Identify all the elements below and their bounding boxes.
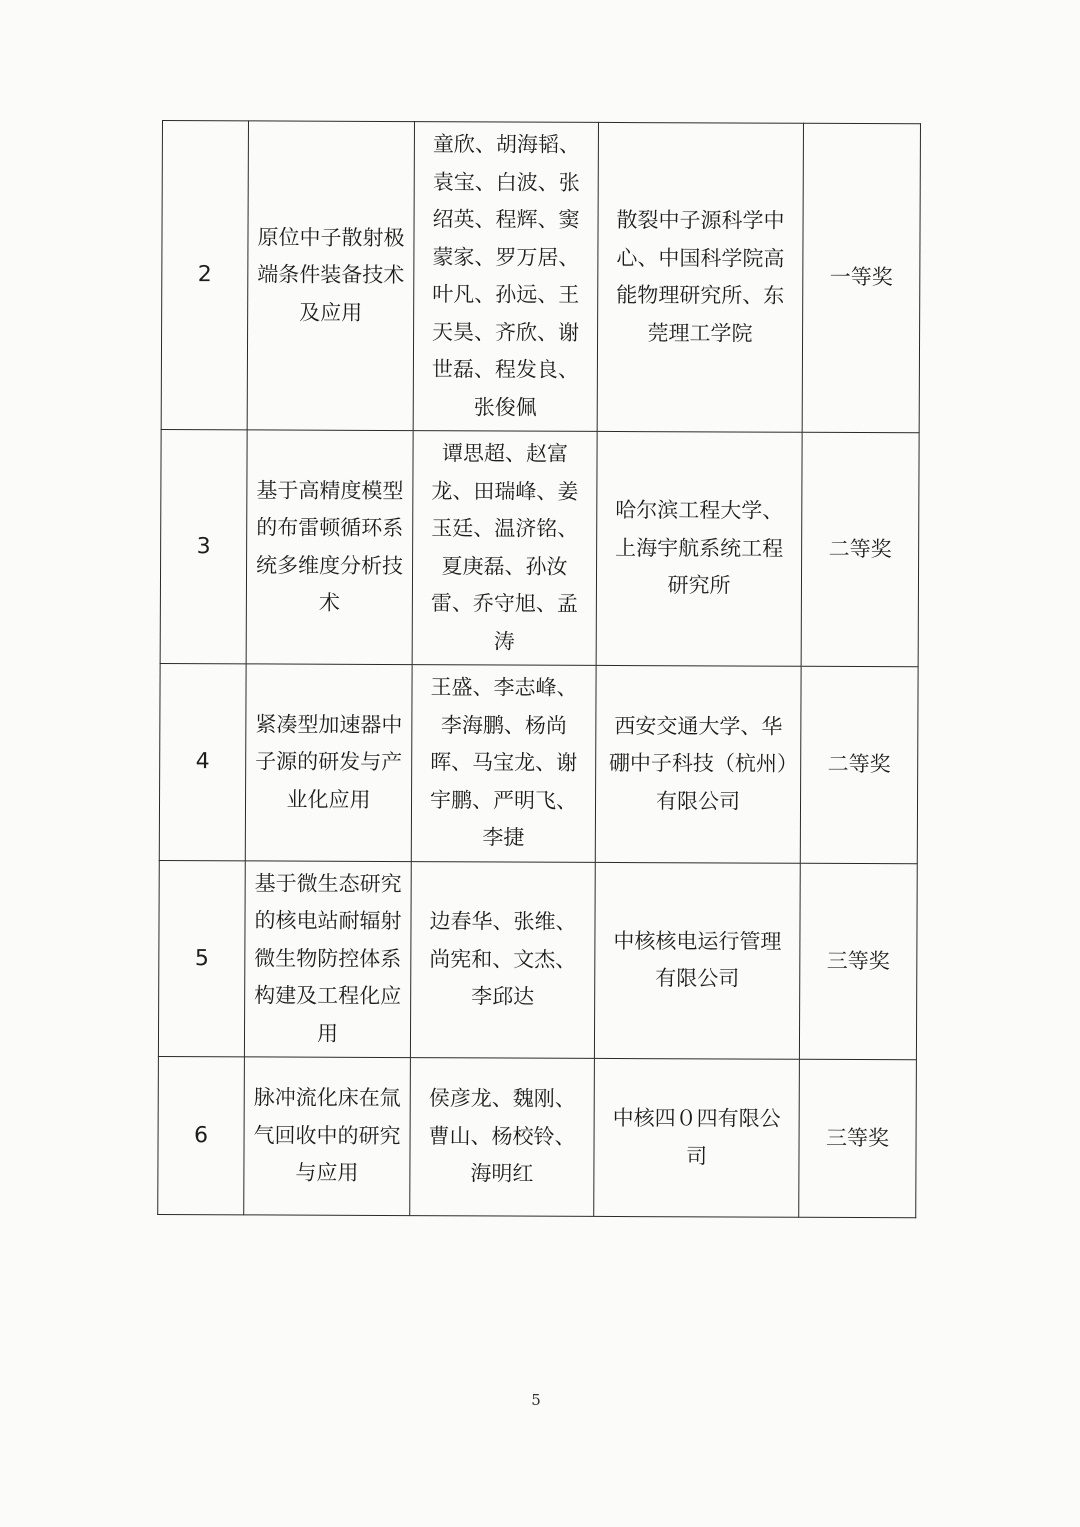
table-row [161, 121, 920, 433]
contributors: 侯彦龙、魏刚、曹山、杨校铃、海明红 [410, 1058, 595, 1217]
contributors: 王盛、李志峰、李海鹏、杨尚晖、马宝龙、谢宇鹏、严明飞、李捷 [411, 665, 596, 862]
award-level: 三等奖 [799, 863, 917, 1060]
contributors: 边春华、张维、尚宪和、文杰、李邱达 [410, 861, 595, 1058]
organizations: 散裂中子源科学中心、中国科学院高能物理研究所、东莞理工学院 [597, 122, 803, 432]
project-name: 原位中子散射极端条件装备技术及应用 [247, 121, 414, 431]
table-row [159, 663, 918, 863]
table-row [160, 429, 919, 666]
project-name: 脉冲流化床在氚气回收中的研究与应用 [244, 1057, 411, 1216]
organizations: 西安交通大学、华硼中子科技（杭州）有限公司 [595, 665, 801, 862]
award-level: 二等奖 [801, 432, 919, 667]
contributors: 童欣、胡海韬、袁宝、白波、张绍英、程辉、窦蒙家、罗万居、叶凡、孙远、王天昊、齐欣、谢世磊、程发良、张俊佩 [413, 122, 598, 432]
row-number: 3 [160, 429, 247, 663]
contributors: 谭思超、赵富龙、田瑞峰、姜玉廷、温济铭、夏庚磊、孙汝雷、乔守旭、孟涛 [412, 431, 597, 666]
project-name: 紧凑型加速器中子源的研发与产业化应用 [245, 664, 412, 861]
table-row [158, 860, 917, 1060]
organizations: 中核核电运行管理有限公司 [594, 862, 800, 1059]
page-number: 5 [531, 1391, 541, 1409]
project-name: 基于高精度模型的布雷顿循环系统多维度分析技术 [246, 430, 413, 665]
table-row [158, 1056, 917, 1217]
row-number: 5 [158, 860, 245, 1057]
organizations: 哈尔滨工程大学、上海宇航系统工程研究所 [596, 431, 802, 666]
row-number: 6 [158, 1056, 245, 1214]
award-level: 二等奖 [800, 666, 918, 863]
row-number: 4 [159, 663, 246, 860]
row-number: 2 [161, 121, 248, 430]
project-name: 基于微生态研究的核电站耐辐射微生物防控体系构建及工程化应用 [244, 860, 411, 1057]
award-level: 三等奖 [799, 1059, 917, 1218]
award-level: 一等奖 [802, 123, 920, 433]
award-table [157, 120, 921, 1218]
organizations: 中核四０四有限公司 [594, 1058, 800, 1217]
